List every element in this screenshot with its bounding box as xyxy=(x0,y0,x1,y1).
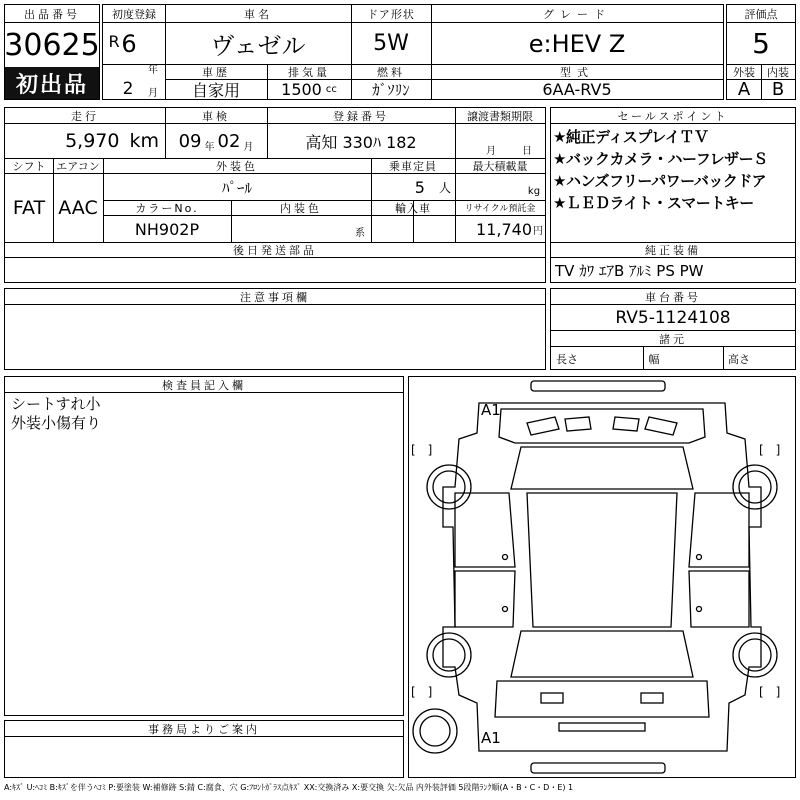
lot-number: 30625 xyxy=(4,27,100,63)
fuel-label: 燃料 xyxy=(351,64,431,80)
score: 5 xyxy=(752,27,770,60)
aircon: AAC xyxy=(58,197,98,219)
exterior-grade: A xyxy=(737,79,751,100)
notes-box xyxy=(4,288,546,370)
transfer-deadline-label: 譲渡書類期限 xyxy=(455,108,545,124)
recycle-value: 11,740 xyxy=(476,219,532,239)
first-reg-label: 初度登録 xyxy=(103,5,165,23)
displacement xyxy=(267,80,351,99)
office-box xyxy=(4,720,404,778)
lot-number-box xyxy=(4,4,100,100)
chassis-label: 車台番号 xyxy=(551,289,795,305)
legend: A:ｷｽﾞ U:ﾍｺﾐ B:ｷｽﾞを伴うﾍｺﾐ P:要塗装 W:補修跡 S:錆 C:腐食、穴 G:ﾌﾛﾝﾄｶﾞﾗｽ点ｷｽﾞ XX:交換済み X:要交換 欠:欠品 内外装評価 5段階ﾗﾝｸ順(A・B・C・D・E) 1 xyxy=(4,783,574,792)
capacity-value: 5 xyxy=(414,177,425,197)
car-diagram-box xyxy=(408,376,796,778)
history-label: 車歴 xyxy=(165,64,267,80)
vehicle-header-box xyxy=(102,4,724,100)
equipment-label: 純正装備 xyxy=(551,242,795,258)
exterior-grade-label: 外装 xyxy=(727,64,761,80)
month-unit: 月 xyxy=(148,87,158,99)
color-no-label: カラーNo. xyxy=(103,200,231,216)
mileage-value: 5,970 xyxy=(65,130,120,152)
later-parts-label: 後日発送部品 xyxy=(5,242,545,258)
model-code-label: 型式 xyxy=(431,64,723,80)
era-letter: R xyxy=(108,31,120,51)
mileage-unit: km xyxy=(129,130,159,152)
sales-points-label: セールスポイント xyxy=(551,108,795,124)
mileage xyxy=(5,124,165,158)
car-diagram xyxy=(409,377,795,777)
sales-point-item: ★ハンズフリーパワーバックドア xyxy=(553,172,766,190)
car-name-label: 車名 xyxy=(165,5,351,23)
score-label: 評価点 xyxy=(727,5,795,23)
reg-number-label: 登録番号 xyxy=(267,108,455,124)
shift: FAT xyxy=(12,197,46,219)
inspection-month-unit: 月 xyxy=(243,141,254,153)
max-load-label: 最大積載量 xyxy=(455,158,545,174)
inspection-label: 車検 xyxy=(165,108,267,124)
sales-points-box xyxy=(550,107,796,283)
door-label: ドア形状 xyxy=(351,5,431,23)
bracket-mid-left: [ ] xyxy=(411,685,433,699)
score-box xyxy=(726,4,796,100)
displacement-unit: cc xyxy=(325,84,337,95)
equipment-value: TV ｶﾜ ｴｱB ｱﾙﾐ PS PW xyxy=(555,261,704,280)
inspection-month: 02 xyxy=(217,130,241,152)
exterior-color-label: 外装色 xyxy=(103,158,371,174)
inspector-label: 検査員記入欄 xyxy=(5,377,403,393)
color-no: NH902P xyxy=(134,219,200,239)
displacement-value: 1500 xyxy=(281,80,322,99)
grade-label: グレード xyxy=(431,5,723,23)
sales-point-item: ★バックカメラ・ハーフレザーＳ xyxy=(553,150,768,168)
model-code: 6AA-RV5 xyxy=(542,80,612,99)
first-reg-month: 2 xyxy=(122,79,134,99)
inspection xyxy=(165,124,267,158)
year-unit: 年 xyxy=(148,64,158,76)
details-box xyxy=(4,107,546,283)
capacity-label: 乗車定員 xyxy=(371,158,455,174)
max-load-unit: kg xyxy=(527,185,541,197)
sales-points-list xyxy=(553,126,795,214)
interior-grade-label: 内装 xyxy=(761,64,795,80)
height-label: 高さ xyxy=(728,353,750,366)
interior-grade: B xyxy=(771,79,785,100)
length-label: 長さ xyxy=(556,353,578,366)
inspection-year-unit: 年 xyxy=(204,141,215,153)
first-listing-badge: 初出品 xyxy=(5,67,99,99)
import-label: 輸入車 xyxy=(371,200,455,216)
sales-point-item: ★ＬＥＤライト・スマートキー xyxy=(553,194,754,212)
bracket-mid-right: [ ] xyxy=(759,685,781,699)
displacement-label: 排気量 xyxy=(267,64,351,80)
aircon-label: エアコン xyxy=(53,158,103,174)
inspection-year: 09 xyxy=(178,130,202,152)
capacity-unit: 人 xyxy=(438,180,451,195)
fuel: ｶﾞｿﾘﾝ xyxy=(372,81,410,99)
door-type: 5W xyxy=(373,31,409,56)
interior-color-label: 内装色 xyxy=(231,200,371,216)
inspector-note: シートすれ小 xyxy=(11,395,101,413)
car-name: ヴェゼル xyxy=(210,32,306,60)
reg-number: 高知 330ﾊ 182 xyxy=(305,132,417,152)
sales-point-item: ★純正ディスプレイＴＶ xyxy=(553,128,709,146)
mileage-label: 走行 xyxy=(5,108,165,124)
shift-label: シフト xyxy=(5,158,53,174)
recycle-unit: 円 xyxy=(533,225,543,237)
front-damage-code: A1 xyxy=(481,401,501,419)
width-label: 幅 xyxy=(648,353,660,366)
rear-damage-code: A1 xyxy=(481,729,501,747)
capacity xyxy=(371,174,455,200)
interior-color-unit: 系 xyxy=(355,227,365,239)
inspector-note: 外装小傷有り xyxy=(11,414,102,432)
transfer-day-unit: 日 xyxy=(522,145,532,157)
inspector-box xyxy=(4,376,404,716)
mirror-bracket-left: [ ] xyxy=(411,443,433,457)
transfer-month-unit: 月 xyxy=(486,145,496,157)
recycle-label: リサイクル預託金 xyxy=(455,200,545,216)
era-year: 6 xyxy=(121,30,137,58)
notes-label: 注意事項欄 xyxy=(5,289,545,305)
lot-number-label: 出品番号 xyxy=(5,5,99,23)
recycle xyxy=(455,216,545,242)
office-label: 事務局よりご案内 xyxy=(5,721,403,737)
chassis-number: RV5-1124108 xyxy=(551,305,795,331)
history: 自家用 xyxy=(191,81,240,100)
chassis-box xyxy=(550,288,796,370)
grade: e:HEV Z xyxy=(528,29,626,58)
exterior-color: ﾊﾟｰﾙ xyxy=(221,178,252,197)
mirror-bracket-right: [ ] xyxy=(759,443,781,457)
spec-label: 諸元 xyxy=(551,331,795,347)
